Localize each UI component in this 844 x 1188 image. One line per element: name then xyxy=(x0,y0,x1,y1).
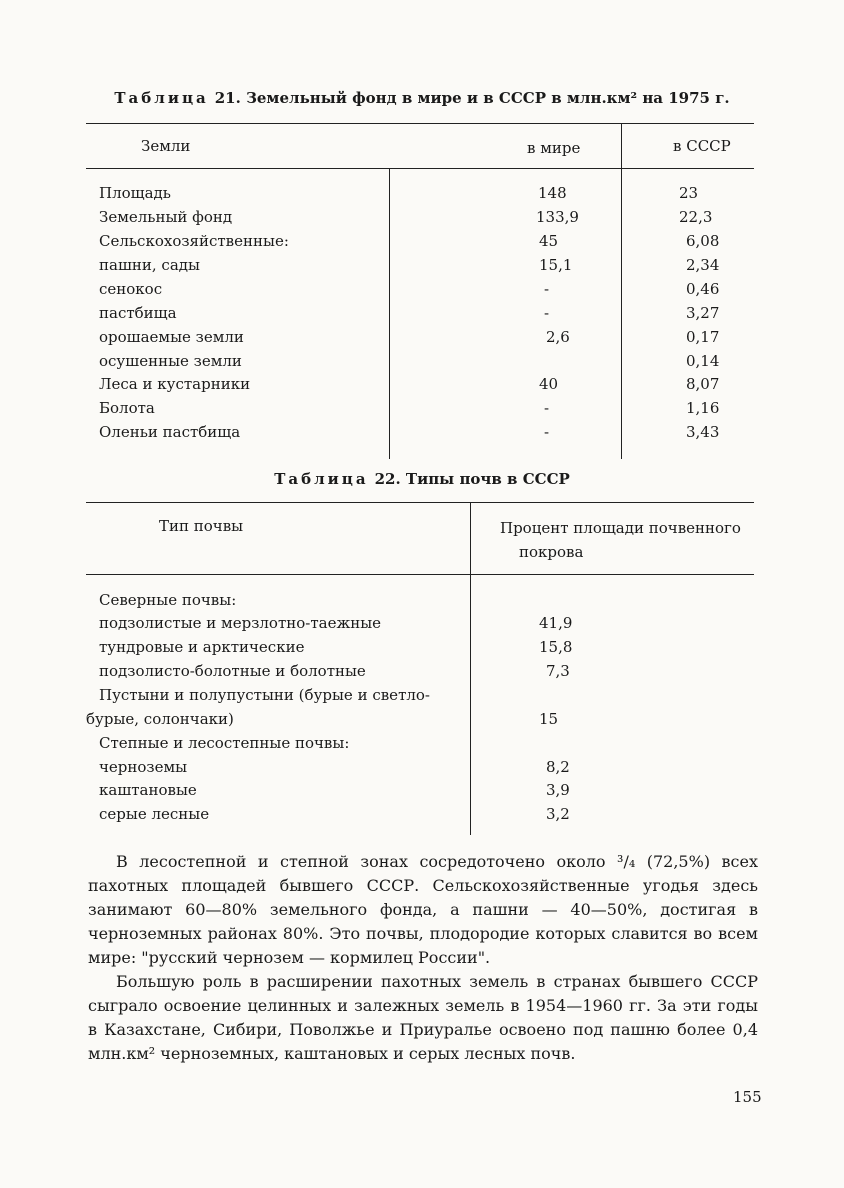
table-row-name: Болота xyxy=(99,399,155,417)
table21-caption xyxy=(0,89,844,107)
table-row-name: тундровые и арктические xyxy=(99,638,305,656)
table-row-name: пашни, сады xyxy=(99,256,200,274)
table-row-name: сенокос xyxy=(99,280,163,298)
table-row-name: черноземы xyxy=(99,758,188,776)
table-cell-ussr: 3,27 xyxy=(686,304,720,322)
table21-header-land: Земли xyxy=(141,137,191,155)
table21-header-rule xyxy=(86,168,754,169)
table-cell-ussr: 0,17 xyxy=(686,328,720,346)
table22-label: Таблица xyxy=(274,470,369,488)
page-number: 155 xyxy=(733,1088,762,1106)
table-cell-value: 41,9 xyxy=(539,614,573,632)
table-row-name: Сельскохозяйственные: xyxy=(99,232,289,250)
table-row-name: Площадь xyxy=(99,184,171,202)
table-cell-ussr: 6,08 xyxy=(686,232,720,250)
table21-divider-right xyxy=(621,123,622,459)
table-row-name: Оленьи пастбища xyxy=(99,423,241,441)
table-cell-ussr: 2,34 xyxy=(686,256,720,274)
table-cell-value: 15 xyxy=(539,710,559,728)
table-row-name: подзолисто-болотные и болотные xyxy=(99,662,366,680)
table21-header-ussr: в СССР xyxy=(673,137,731,155)
table-cell-ussr: 22,3 xyxy=(679,208,713,226)
table-row-name: подзолистые и мерзлотно-таежные xyxy=(99,614,382,632)
table22-header-percent-line2: покрова xyxy=(519,543,584,561)
table-cell-world: - xyxy=(544,423,550,441)
table22-header-soil: Тип почвы xyxy=(159,517,244,535)
table22-divider xyxy=(470,502,471,835)
paragraph: В лесостепной и степной зонах сосредоточено около ³/₄ (72,5%) всех пахотных площадей бывшего СССР. Сельскохозяйственные угодья здесь занимают 60—80% земельного фонда, а пашни — 40—50%, достигая в черноземных районах 80%. Это почвы, плодородие которых славится во всем мире: "русский чернозем — кормилец России". xyxy=(88,852,758,967)
table-cell-value: 8,2 xyxy=(546,758,570,776)
paragraph: Большую роль в расширении пахотных земель в странах бывшего СССР сыграло освоение целинных и залежных земель в 1954—1960 гг. За эти годы в Казахстане, Сибири, Поволжье и Приуралье освоено под пашню более 0,4 млн.км² черноземных, каштановых и серых лесных почв. xyxy=(88,972,758,1063)
table-cell-world: 133,9 xyxy=(536,208,579,226)
table-cell-value: 3,9 xyxy=(546,781,570,799)
table-cell-world: - xyxy=(544,399,550,417)
table-cell-world: - xyxy=(544,280,550,298)
table-cell-world: 15,1 xyxy=(539,256,573,274)
table21-header-world: в мире xyxy=(527,139,581,157)
table-row-name: Степные и лесостепные почвы: xyxy=(99,734,350,752)
table-cell-ussr: 1,16 xyxy=(686,399,720,417)
table-cell-world: 148 xyxy=(538,184,567,202)
table-row-name: каштановые xyxy=(99,781,197,799)
table-cell-world: 45 xyxy=(539,232,559,250)
table-cell-value: 15,8 xyxy=(539,638,573,656)
table22-title: 22. Типы почв в СССР xyxy=(374,470,570,488)
table-cell-ussr: 3,43 xyxy=(686,423,720,441)
table-row-name: Северные почвы: xyxy=(99,591,237,609)
table-cell-world: 40 xyxy=(539,375,559,393)
table-cell-world: - xyxy=(544,304,550,322)
table-cell-ussr: 8,07 xyxy=(686,375,720,393)
table-cell-ussr: 0,14 xyxy=(686,352,720,370)
table-cell-value: 7,3 xyxy=(546,662,570,680)
body-text xyxy=(88,850,758,1066)
table-row-name: бурые, солончаки) xyxy=(86,710,234,728)
table22-header-rule xyxy=(86,574,754,575)
table-row-name: Леса и кустарники xyxy=(99,375,251,393)
table21-label: Таблица xyxy=(114,89,209,107)
table-row-name: орошаемые земли xyxy=(99,328,244,346)
table-row-name: серые лесные xyxy=(99,805,210,823)
table22-top-rule xyxy=(86,502,754,503)
table21-top-rule xyxy=(86,123,754,124)
table22-header-percent-line1: Процент площади почвенного xyxy=(500,519,741,537)
table-cell-world: 2,6 xyxy=(546,328,570,346)
table-row-name: Пустыни и полупустыни (бурые и светло- xyxy=(99,686,430,704)
table-row-name: пастбища xyxy=(99,304,177,322)
table-cell-ussr: 23 xyxy=(679,184,699,202)
table22-caption xyxy=(0,470,844,488)
table21-divider-left xyxy=(389,168,390,459)
table21-title: 21. Земельный фонд в мире и в СССР в млн.км² на 1975 г. xyxy=(214,89,730,107)
table-cell-ussr: 0,46 xyxy=(686,280,720,298)
table-row-name: осушенные земли xyxy=(99,352,242,370)
table-row-name: Земельный фонд xyxy=(99,208,233,226)
table-cell-value: 3,2 xyxy=(546,805,570,823)
